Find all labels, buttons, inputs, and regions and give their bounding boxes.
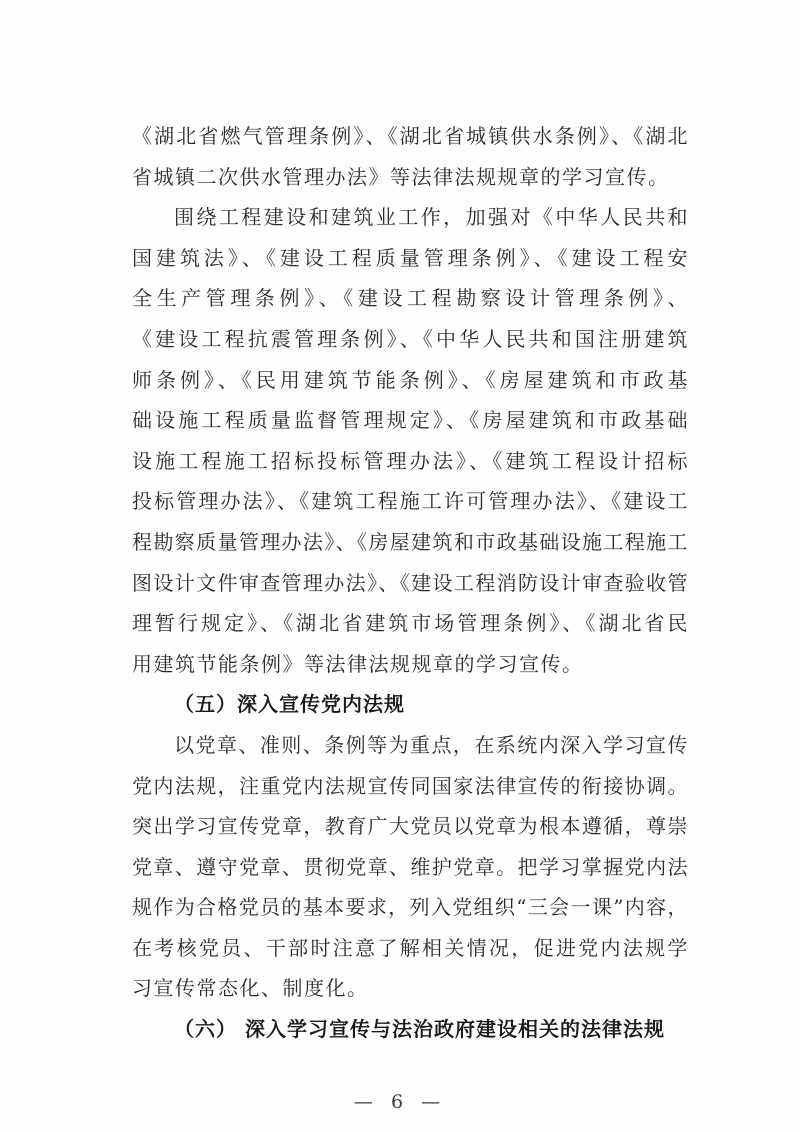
text-line: 全生产管理条例》、《建设工程勘察设计管理条例》、: [132, 286, 688, 311]
text-line: 习宣传常态化、制度化。: [132, 976, 369, 1001]
text-line: 《建设工程抗震管理条例》、《中华人民共和国注册建筑: [132, 326, 688, 351]
text-line: 在考核党员、干部时注意了解相关情况，促进党内法规学: [132, 935, 688, 960]
text-line: 程勘察质量管理办法》、《房屋建筑和市政基础设施工程施工: [132, 529, 688, 554]
text-line: 理暂行规定》、《湖北省建筑市场管理条例》、《湖北省民: [132, 611, 688, 636]
text-line: 《湖北省燃气管理条例》、《湖北省城镇供水条例》、《湖北: [132, 124, 688, 148]
text-line: 突出学习宣传党章，教育广大党员以党章为根本遵循，尊崇: [132, 814, 688, 839]
text-line: 础设施工程质量监督管理规定》、《房屋建筑和市政基础: [132, 408, 688, 433]
text-line: 党章、遵守党章、贯彻党章、维护党章。把学习掌握党内法: [132, 854, 688, 879]
text-line: 党内法规，注重党内法规宣传同国家法律宣传的衔接协调。: [132, 773, 688, 798]
section-heading: （五）深入宣传党内法规: [174, 692, 405, 717]
text-line: 规作为合格党员的基本要求，列入党组织“三会一课”内容，: [132, 895, 688, 920]
text-line: 省城镇二次供水管理办法》等法律法规规章的学习宣传。: [132, 164, 670, 189]
text-line: 设施工程施工招标投标管理办法》、《建筑工程设计招标: [132, 448, 688, 473]
text-line: 投标管理办法》、《建筑工程施工许可管理办法》、《建设工: [132, 489, 688, 514]
text-line: 国建筑法》、《建设工程质量管理条例》、《建设工程安: [132, 245, 688, 270]
page-number: — 6 —: [353, 1091, 447, 1113]
text-line: 师条例》、《民用建筑节能条例》、《房屋建筑和市政基: [132, 367, 688, 392]
text-line: 以党章、准则、条例等为重点，在系统内深入学习宣传: [174, 732, 688, 757]
text-line: 图设计文件审查管理办法》、《建设工程消防设计审查验收管: [132, 570, 688, 595]
text-line: 围绕工程建设和建筑业工作，加强对《中华人民共和: [174, 205, 688, 230]
page-content: [132, 116, 688, 1050]
text-line: 用建筑节能条例》等法律法规规章的学习宣传。: [132, 651, 584, 676]
section-heading: （六） 深入学习宣传与法治政府建设相关的法律法规: [174, 1017, 665, 1042]
